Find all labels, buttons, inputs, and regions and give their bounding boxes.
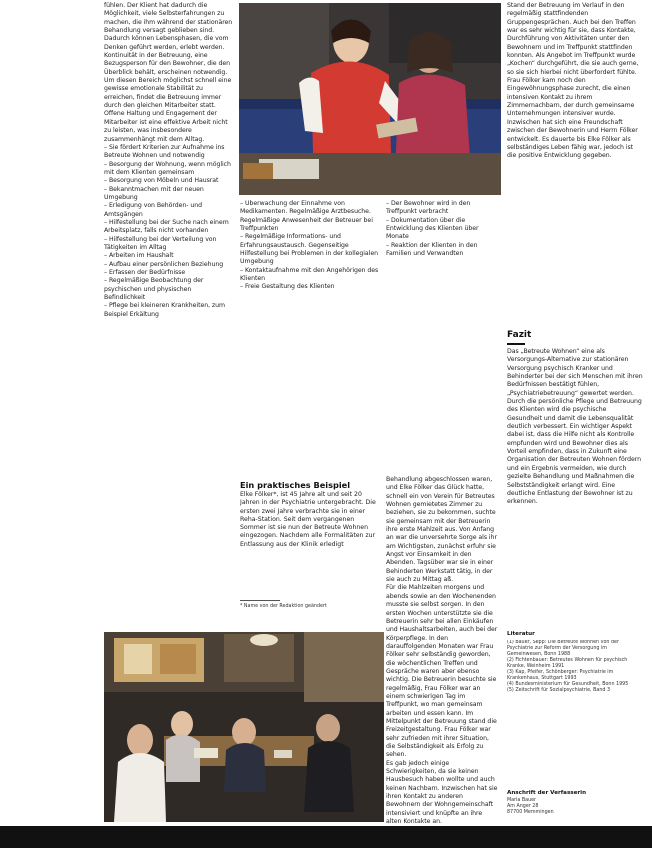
column-2-list-b: – Der Bewohner wird in den Treffpunkt verbracht – Dokumentation über die Entwicklung des Klienten über Monate – Reaktion der Klienten in den Familien und Verwandten [386,200,479,258]
fazit-rule [507,343,525,345]
photo-two-women-on-couch [239,3,501,195]
literatur-heading: Literatur [507,631,535,637]
literatur-list: (1) Bauer, Sepp: Die Betreute Wohnen von der Psychiatrie zur Reform der Versorgung im Gemeinwesen, Bonn 1988 (2) Fichtenbauer: Betreutes Wohnen für psychisch Kranke, Weinheim 1991 (3) Kap, Pfeifer, Schönberger: Psychiatrie im Krankenhaus, Stuttgart 1993 (4) Bundesministerium für Gesundheit, Bonn 1995 (5) Zeitschrift für Sozialpsychiatrie, Band 3 [507,640,629,693]
column-4-text-top: Stand der Betreuung im Verlauf in den regelmäßig stattfindenden Gruppengesprächen. Auch bei den Treffen war es sehr wichtig für sie, dass Kontakte, Durchführung von Aktivitäten unter den Bewohnern und im Treffpunkt stattfinden konnten. Als Angebot im Treffpunkt wurde „Kochen“ durchgeführt, die sie auch gerne, so sie sich hierbei nicht überfordert fühlte. Frau Fölker kam noch den Eingewöhnungsphase zurecht, die einen intensiven Kontakt zu ihrem Zimmernachbarn, der durch gemeinsame Unternehmungen intensiver wurde. Inzwischen hat sich eine Freundschaft zwischen der Bewohnerin und Herrn Fölker entwickelt. Es dauerte bis Elke Fölker als selbständiges Leben fähig war, jedoch ist die positive Entwicklung gegeben. [507,2,639,160]
section-praktisch-text: Elke Fölker*, ist 45 Jahre alt und seit 20 Jahren in der Psychiatrie untergebracht. Die ersten zwei Jahre verbrachte sie in einer Reha-Station. Seit dem vergangenen Sommer ist sie nun der Betreute Wohnen eingezogen. Nachdem alle Formalitäten zur Entlassung aus der Klinik erledigt [240,491,376,548]
column-3-text: Behandlung abgeschlossen waren, und Elke Fölker das Glück hatte, schnell ein von Verein für Betreutes Wohnen gemietetes Zimmer zu beziehen, sie zu bekommen, suchte sie gemeinsam mit der Betreuerin ihre erste Mahlzeit aus. Von Anfang an war die unversehrte Sorge als ihr am Wichtigsten, zunächst erfuhr sie Angst vor Einsamkeit in den Abenden. Tagsüber war sie in einer Behinderten Werkstatt tätig, in der sie auch zu Mittag aß. Für die Mahlzeiten morgens und abends sowie an den Wochenenden musste sie selbst sorgen. In den ersten Wochen unterstützte sie die Betreuerin sehr bei allen Einkäufen und Haushaltsarbeiten, auch bei der Körperpflege. In den darauffolgenden Monaten war Frau Fölker sehr selbständig geworden, die wöchentlichen Treffen und Gespräche waren aber ebenso wichtig. Die Betreuerin besuchte sie regelmäßig, Frau Fölker war an einem schwierigen Tag im Treffpunkt, wo man gemeinsam arbeiten und essen kann. Im Mittelpunkt der Betreuung stand die Freizeitgestaltung. Frau Fölker war sehr zufrieden mit ihrer Situation, die Selbständigkeit als Erfolg zu sehen. Es gab jedoch einige Schwierigkeiten, da sie keinen Hausbesuch haben wollte und auch keinen Nachbarn. Inzwischen hat sie ihren Kontakt zu anderen Bewohnern der Wohngemeinschaft intensiviert und knüpfte an ihre alten Kontakte an. [386,476,498,826]
footnote-rule [240,600,280,601]
author-address: Maria Bauer Am Anger 28 87700 Memmingen [507,798,554,815]
footnote: * Name von der Redaktion geändert [240,604,327,609]
column-1-text: fühlen. Der Klient hat dadurch die Möglichkeit, viele Selbsterfahrungen zu machen, die ihm während der stationären Behandlung versagt geblieben sind. Dadurch können Lebensphasen, die vom Denken geführt werden, erlebt werden. Kontinuität in der Betreuung, eine Bezugsperson für den Bewohner, die den Überblick behält, erscheinen notwendig. Um diesen Bereich möglichst schnell eine gewisse emotionale Stabilität zu erreichen, findet die Betreuung immer durch den gleichen Mitarbeiter statt. Offene Haltung und Engagement der Mitarbeiter ist eine effektive Arbeit nicht zu leisten, was insbesondere zusammenhängt mit dem Alltag. – Sie fördert Kriterien zur Aufnahme ins Betreute Wohnen und notwendig – Besorgung der Wohnung, wenn möglich mit dem Klienten gemeinsam – Besorgung von Möbeln und Hausrat – Bekanntmachen mit der neuen Umgebung – Erledigung von Behörden- und Amtsgängen – Hilfestellung bei der Suche nach einem Arbeitsplatz, falls nicht vorhanden – Hilfestellung bei der Verteilung von Tätigkeiten im Alltag – Arbeiten im Haushalt – Aufbau einer persönlichen Beziehung – Erfassen der Bedürfnisse – Regelmäßige Beobachtung der psychischen und physischen Befindlichkeit – Pflege bei kleineren Krankheiten, zum Beispiel Erkältung [104,2,233,318]
fazit-heading: Fazit [507,330,532,340]
fazit-text: Das „Betreute Wohnen“ eine als Versorgungs-Alternative zur stationären Versorgung psychisch Kranker und Behinderter bei der sich Menschen mit ihren Bedürfnissen bestätigt fühlen, „Psychiatriebetreuung“ gewertet werden. Durch die persönliche Pflege und Betreuung des Klienten wird die psychische Gesundheit und damit die Lebensqualität deutlich verbessert. Ein wichtiger Aspekt dabei ist, dass die Hilfe nicht als Kontrolle empfunden wird und Bewohner dies als Vorteil empfinden, dass in Zukunft eine Organisation der Betreuten Wohnen fördern und ein Ergebnis vermeiden, wie durch gezielte Behandlung und Maßnahmen die Selbstständigkeit erlangt wird. Eine deutliche Entlastung der Bewohner ist zu erkennen. [507,348,643,506]
page-bottom-band [0,826,652,848]
author-address-heading: Anschrift der Verfasserin [507,790,587,796]
section-heading-praktisch: Ein praktisches Beispiel [240,480,350,490]
column-2-list-a: – Überwachung der Einnahme von Medikamenten. Regelmäßige Arztbesuche. Regelmäßige Anwesenheit der Betreuer bei Treffpunkten – Regelmäßige Informations- und Erfahrungsaustausch. Gegenseitige Hilfestellung bei Problemen in der kollegialen Umgebung – Kontaktaufnahme mit den Angehörigen des Klienten – Freie Gestaltung des Klienten [240,200,379,291]
photo-group-at-table [104,632,384,822]
